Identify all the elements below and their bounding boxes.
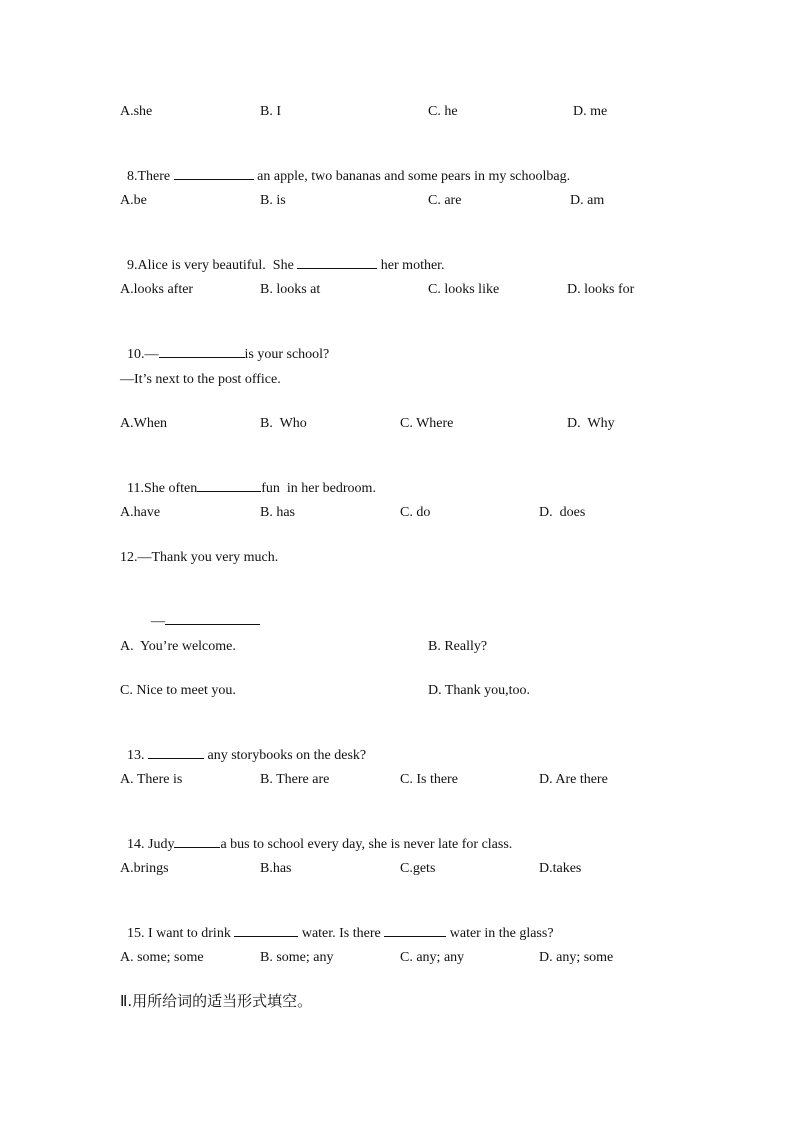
q9-blank xyxy=(297,255,377,269)
q9-stem-pre: 9.Alice is very beautiful. She xyxy=(127,258,298,273)
q9-option-b: B. looks at xyxy=(260,282,321,297)
q8-option-b: B. is xyxy=(260,193,286,208)
q8-option-d: D. am xyxy=(570,193,605,208)
q10-option-c: C. Where xyxy=(400,416,454,431)
q7-option-d: D. me xyxy=(573,104,608,119)
q8-stem xyxy=(120,148,570,186)
q11-stem xyxy=(120,460,376,498)
q14-blank xyxy=(174,834,220,848)
q13-option-c: C. Is there xyxy=(400,772,458,787)
q9-stem xyxy=(120,237,445,275)
q8-option-c: C. are xyxy=(428,193,462,208)
q13-blank xyxy=(148,745,204,759)
q11-blank xyxy=(197,478,261,492)
q15-option-d: D. any; some xyxy=(539,950,614,965)
q13-stem-post: any storybooks on the desk? xyxy=(204,748,367,763)
q12-reply-dash: — xyxy=(151,614,165,629)
q11-option-a: A.have xyxy=(120,505,161,520)
q13-option-b: B. There are xyxy=(260,772,330,787)
q15-blank-2 xyxy=(384,923,446,937)
q12-stem: 12.—Thank you very much. xyxy=(120,550,279,565)
q11-stem-pre: 11.She often xyxy=(127,481,198,496)
q14-option-d: D.takes xyxy=(539,861,582,876)
q12-option-d: D. Thank you,too. xyxy=(428,683,531,698)
q15-option-b: B. some; any xyxy=(260,950,334,965)
q12-blank xyxy=(165,611,260,625)
q12-reply xyxy=(144,593,260,631)
q15-blank-1 xyxy=(234,923,298,937)
q15-stem xyxy=(120,905,554,943)
q9-option-c: C. looks like xyxy=(428,282,500,297)
q8-blank xyxy=(174,166,254,180)
q12-option-b: B. Really? xyxy=(428,639,488,654)
q14-stem xyxy=(120,816,512,854)
q10-option-d: D. Why xyxy=(567,416,615,431)
q13-stem xyxy=(120,727,366,765)
q14-stem-post: a bus to school every day, she is never late for class. xyxy=(220,837,513,852)
q14-option-b: B.has xyxy=(260,861,292,876)
q11-stem-post: fun in her bedroom. xyxy=(261,481,376,496)
q7-option-c: C. he xyxy=(428,104,458,119)
q15-stem-pre: 15. I want to drink xyxy=(127,926,235,941)
q9-stem-post: her mother. xyxy=(377,258,445,273)
q11-option-c: C. do xyxy=(400,505,431,520)
q13-option-a: A. There is xyxy=(120,772,183,787)
q12-option-a: A. You’re welcome. xyxy=(120,639,236,654)
q9-option-a: A.looks after xyxy=(120,282,194,297)
q15-option-a: A. some; some xyxy=(120,950,204,965)
q10-stem xyxy=(120,326,329,364)
q10-option-a: A.When xyxy=(120,416,168,431)
q8-option-a: A.be xyxy=(120,193,147,208)
q15-stem-mid: water. Is there xyxy=(298,926,385,941)
q8-stem-post: an apple, two bananas and some pears in my schoolbag. xyxy=(253,169,571,184)
q9-option-d: D. looks for xyxy=(567,282,635,297)
q15-stem-post: water in the glass? xyxy=(446,926,554,941)
q8-stem-pre: 8.There xyxy=(127,169,174,184)
q10-stem-post: is your school? xyxy=(244,347,330,362)
q7-option-b: B. I xyxy=(260,104,281,119)
q11-option-b: B. has xyxy=(260,505,295,520)
q13-stem-pre: 13. xyxy=(127,748,148,763)
q12-option-c: C. Nice to meet you. xyxy=(120,683,236,698)
q10-blank xyxy=(159,344,245,358)
q11-option-d: D. does xyxy=(539,505,586,520)
q10-stem-pre: 10.— xyxy=(127,347,159,362)
q7-option-a: A.she xyxy=(120,104,153,119)
q14-option-c: C.gets xyxy=(400,861,436,876)
q14-option-a: A.brings xyxy=(120,861,169,876)
section-2-heading: Ⅱ.用所给词的适当形式填空。 xyxy=(120,992,313,1010)
q14-stem-pre: 14. Judy xyxy=(127,837,175,852)
q10-option-b: B. Who xyxy=(260,416,307,431)
q15-option-c: C. any; any xyxy=(400,950,465,965)
q13-option-d: D. Are there xyxy=(539,772,608,787)
q10-reply: —It’s next to the post office. xyxy=(120,372,281,387)
